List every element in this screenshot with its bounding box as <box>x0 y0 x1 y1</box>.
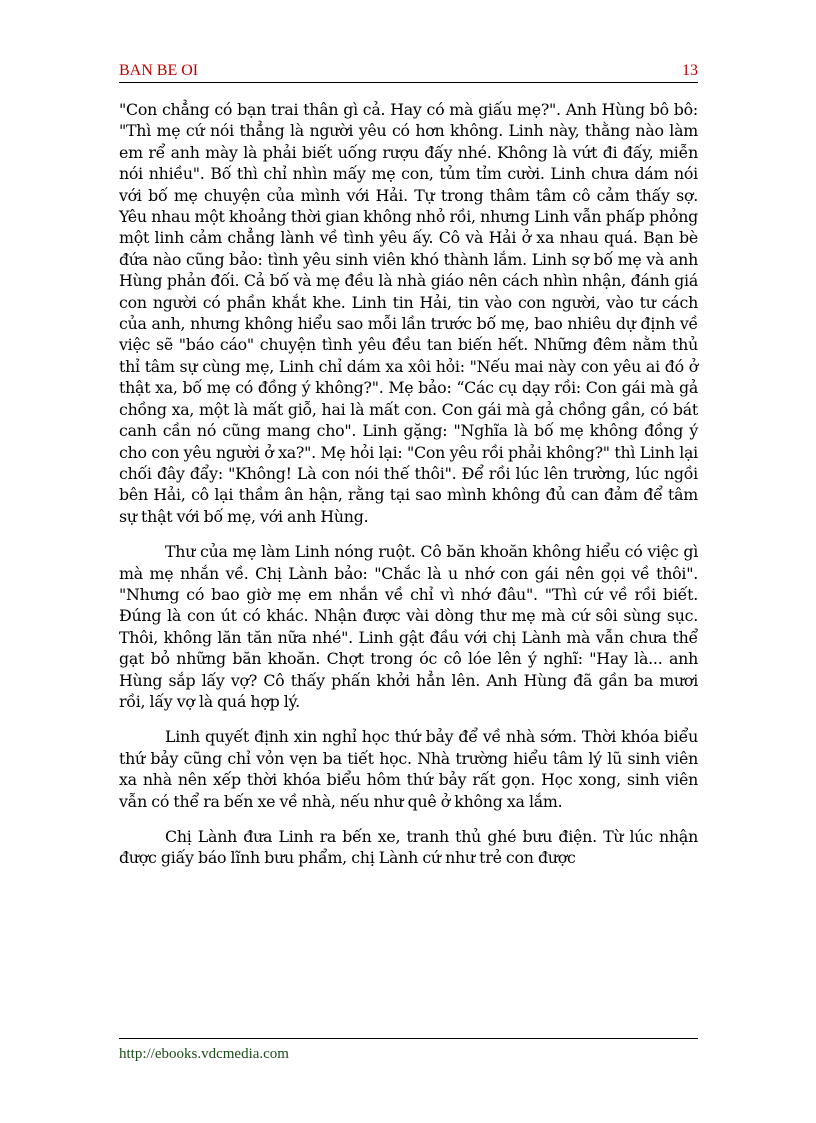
paragraph: Chị Lành đưa Linh ra bến xe, tranh thủ ghé bưu điện. Từ lúc nhận được giấy báo lĩnh bưu phẩm, chị Lành cứ như trẻ con được <box>119 827 698 868</box>
page-footer <box>119 1038 698 1063</box>
book-title: BAN BE OI <box>119 62 199 79</box>
paragraph: Thư của mẹ làm Linh nóng ruột. Cô băn khoăn không hiểu có việc gì mà mẹ nhắn về. Chị Lành bảo: "Chắc là u nhớ con gái nên gọi về thôi". "Nhưng có bao giờ mẹ em nhắn về chỉ vì nhớ đâu". "Thì cứ về rồi biết. Đúng là con út có khác. Nhận được vài dòng thư mẹ mà cứ sôi sùng sục. Thôi, không lăn tăn nữa nhé". Linh gật đầu với chị Lành mà vẫn chưa thể gạt bỏ những băn khoăn. Chợt trong óc cô lóe lên ý nghĩ: "Hay là... anh Hùng sắp lấy vợ? Cô thấy phấn khởi hẳn lên. Anh Hùng đã gần ba mươi rồi, lấy vợ là quá hợp lý. <box>119 542 698 711</box>
paragraph: Linh quyết định xin nghỉ học thứ bảy để về nhà sớm. Thời khóa biểu thứ bảy cũng chỉ vỏn vẹn ba tiết học. Nhà trường hiểu tâm lý lũ sinh viên xa nhà nên xếp thời khóa biểu hôm thứ bảy rất gọn. Học xong, sinh viên vẫn có thể ra bến xe về nhà, nếu như quê ở không xa lắm. <box>119 727 698 811</box>
paragraph: "Con chẳng có bạn trai thân gì cả. Hay có mà giấu mẹ?". Anh Hùng bô bô: "Thì mẹ cứ nói thẳng là người yêu có hơn không. Linh này, thằng nào làm em rể anh mày là phải biết uống rượu đấy nhé. Không là vứt đi đấy, miễn nói nhiều". Bố thì chỉ nhìn mấy mẹ con, tủm tỉm cười. Linh chưa dám nói với bố mẹ chuyện của mình với Hải. Tự trong thâm tâm cô cảm thấy sợ. Yêu nhau một khoảng thời gian không nhỏ rồi, nhưng Linh vẫn phấp phỏng một linh cảm chẳng lành về tình yêu ấy. Cô và Hải ở xa nhau quá. Bạn bè đứa nào cũng bảo: tình yêu sinh viên khó thành lắm. Linh sợ bố mẹ và anh Hùng phản đối. Cả bố và mẹ đều là nhà giáo nên cách nhìn nhận, đánh giá con người có phần khắt khe. Linh tin Hải, tin vào con người, vào tư cách của anh, nhưng không hiểu sao mỗi lần trước bố mẹ, bao nhiêu dự định về việc sẽ "báo cáo" chuyện tình yêu đều tan biến hết. Những đêm nằm thủ thỉ tâm sự cùng mẹ, Linh chỉ dám xa xôi hỏi: "Nếu mai này con yêu ai đó ở thật xa, bố mẹ có đồng ý không?". Mẹ bảo: “Các cụ dạy rồi: Con gái mà gả chồng xa, một là mất giỗ, hai là mất con. Con gái mà gả chồng gần, có bát canh cần nó cũng mang cho". Linh gặng: "Nghĩa là bố mẹ không đồng ý cho con yêu người ở xa?". Mẹ hỏi lại: "Con yêu rồi phải không?" thì Linh lại chối đây đẩy: "Không! Là con nói thế thôi". Để rồi lúc lên trường, lúc ngồi bên Hải, cô lại thầm ân hận, rằng tại sao mình không đủ can đảm để tâm sự thật với bố mẹ, với anh Hùng. <box>119 100 698 526</box>
footer-link[interactable]: http://ebooks.vdcmedia.com <box>119 1046 289 1062</box>
page-body <box>119 99 698 883</box>
page-number: 13 <box>682 62 698 79</box>
page-header <box>119 62 698 83</box>
